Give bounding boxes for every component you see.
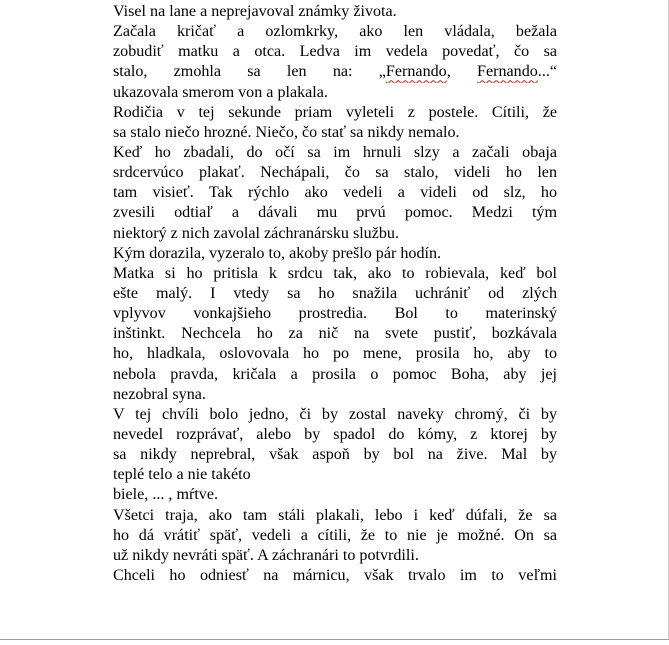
spellcheck-flagged-word: Fernando: [385, 63, 447, 81]
text-line: Všetci traja, ako tam stáli plakali, lebo i keď dúfali, že sa: [113, 506, 557, 524]
text-line: ukazovala smerom von a plakala.: [113, 83, 328, 101]
text-line: srdcervúco plakať. Nechápali, čo sa stalo, videli ho len: [113, 164, 557, 182]
spellcheck-flagged-word: [477, 63, 538, 80]
spellcheck-flagged-word: [386, 63, 447, 80]
text-line: biele, ... , mŕtve.: [113, 486, 219, 504]
text-line: niektorý z nich zavolal záchranársku službu.: [113, 224, 399, 242]
text-line: vplyvov vonkajšieho prostredia. Bol to materinský: [113, 305, 557, 323]
text-line: inštinkt. Nechcela ho za nič na svete pustiť, bozkávala: [113, 325, 557, 343]
text-line: Visel na lane a neprejavoval známky života.: [113, 3, 397, 20]
text-line: Kým dorazila, vyzeralo to, akoby prešlo pár hodín.: [113, 244, 442, 262]
text-line: sa stalo niečo hrozné. Niečo, čo stať sa nikdy nemalo.: [113, 123, 460, 141]
text-line: nezobral syna.: [113, 385, 206, 403]
spellcheck-flagged-word: Fernando: [477, 63, 538, 81]
text-line: ho dá vrátiť späť, vedeli a cítili, že to nie je možné. On sa: [113, 526, 557, 544]
text-line: ho, hladkala, oslovovala ho po mene, prosila ho, aby to: [113, 345, 557, 363]
text-line: Začala kričať a ozlomkrky, ako len vládala, bežala: [113, 23, 557, 41]
text-line: ešte malý. I vtedy sa ho snažila uchrániť od zlých: [113, 284, 557, 302]
text-line: tam visieť. Tak rýchlo ako vedeli a videli od slz, ho: [113, 184, 557, 202]
text-line: Chceli ho odniesť na márnicu, však trvalo im to veľmi: [113, 566, 557, 584]
text-line: Rodičia v tej sekunde priam vyleteli z postele. Cítili, že: [113, 103, 557, 121]
text-line-lead: stalo, zmohla sa len na:: [113, 63, 379, 81]
quoted-phrase: „Fernando, Fernando...“: [378, 63, 557, 81]
text-line: Keď ho zbadali, do očí sa im hrnuli slzy a začali obaja: [113, 143, 557, 161]
text-line: V tej chvíli bolo jedno, či by zostal naveky chromý, či by: [113, 405, 557, 423]
document-body-text[interactable]: [113, 2, 557, 586]
text-line: nebola pravda, kričala a prosila o pomoc Boha, aby jej: [113, 365, 557, 383]
text-line: teplé telo a nie takéto: [113, 466, 251, 484]
text-line: nevedel rozprávať, alebo by spadol do kómy, z ktorej by: [113, 425, 557, 443]
text-line: sa nikdy neprebral, však aspoň by bol na žive. Mal by: [113, 446, 557, 464]
text-line: [113, 62, 557, 82]
text-line: Matka si ho pritisla k srdcu tak, ako to robievala, keď bol: [113, 264, 557, 282]
text-line: zvesili odtiaľ a dávali mu prvú pomoc. Medzi tým: [113, 204, 557, 222]
text-line: už nikdy nevráti späť. A záchranári to potvrdili.: [113, 546, 419, 564]
text-line: zobudiť matku a otca. Ledva im vedela povedať, čo sa: [113, 43, 557, 61]
